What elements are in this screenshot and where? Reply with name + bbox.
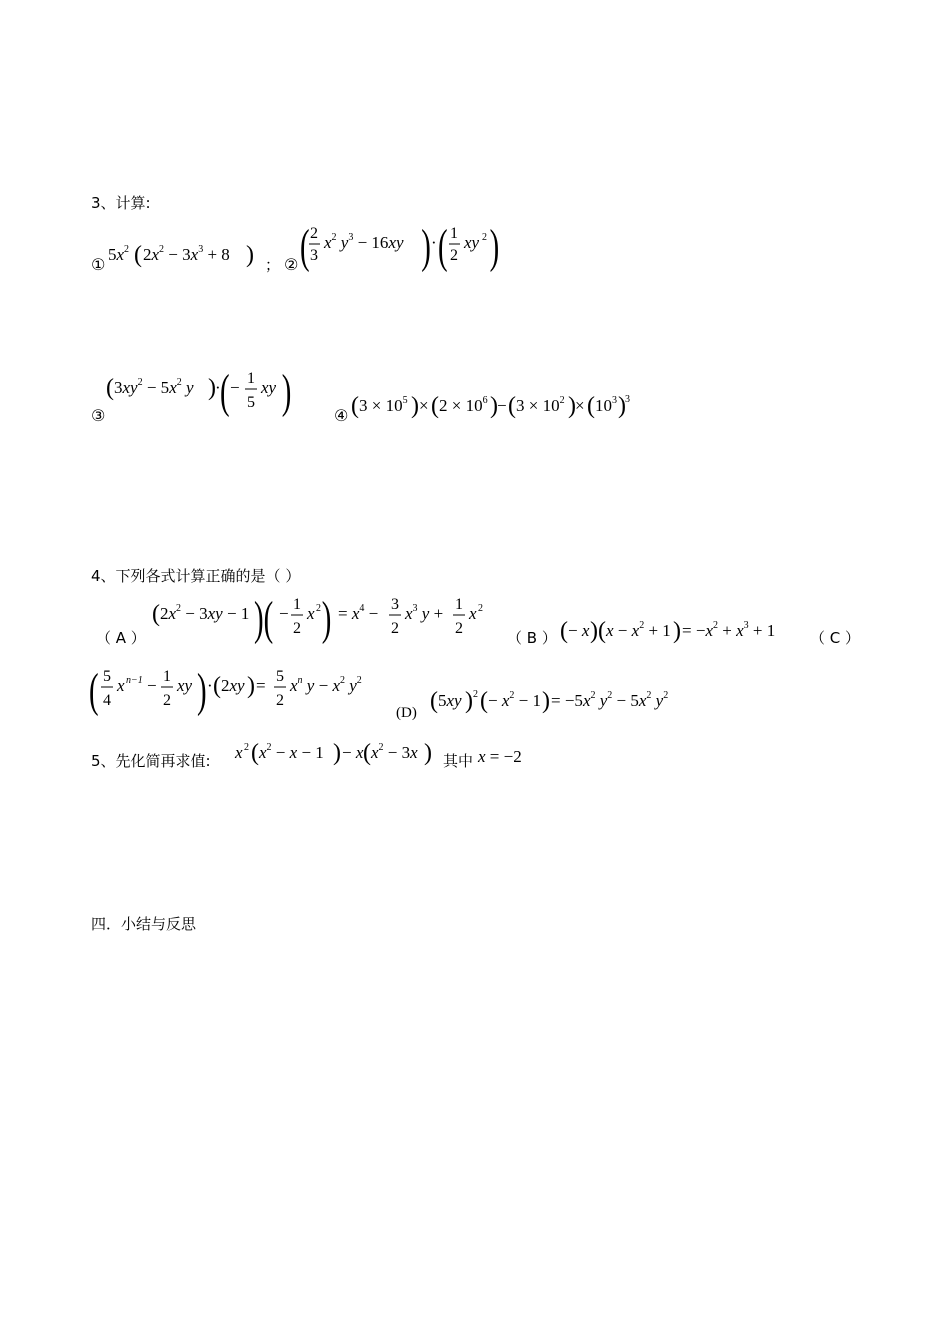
svg-text:x3 y +: $x^3$ y + — [405, 603, 444, 623]
svg-text:4: 4 — [103, 692, 111, 709]
svg-text:): ) — [542, 688, 550, 714]
svg-text:− x: − x — [342, 743, 364, 762]
svg-text:3 × 102: $3 \times 10^2$ — [516, 395, 565, 415]
q3-heading: 3、计算: — [91, 194, 151, 212]
svg-text:): ) — [489, 219, 500, 273]
svg-text:·: · — [431, 233, 437, 252]
q5-heading: 5、先化简再求值: — [91, 752, 211, 770]
q5-where-label: 其中 — [443, 752, 474, 770]
svg-text:×: × — [419, 396, 429, 415]
svg-text:x: x — [117, 676, 125, 695]
svg-text:)(: )( — [590, 618, 606, 644]
q3-item4-expression — [351, 388, 636, 424]
svg-text:5: 5 — [276, 668, 284, 685]
q4-option-a-label: （ A ） — [96, 629, 146, 647]
svg-text:(: ( — [134, 242, 142, 268]
svg-text:− x: − x — [568, 621, 590, 640]
svg-text:5: 5 — [247, 394, 255, 411]
svg-text:(: ( — [560, 618, 568, 644]
svg-text:)(: )( — [254, 591, 274, 645]
q3-item1-marker: ① — [91, 255, 106, 274]
svg-text:2: 2 — [310, 225, 318, 242]
svg-text:(: ( — [89, 663, 99, 717]
q4-option-d-label: (D) — [396, 705, 417, 721]
svg-text:): ) — [465, 688, 473, 714]
q5-condition-expression — [478, 742, 548, 772]
svg-text:x2 y3 − 16xy: $x^2$ $y^3 - 16xy$ — [324, 232, 404, 252]
svg-text:): ) — [208, 375, 216, 401]
svg-text:(: ( — [363, 740, 371, 766]
svg-text:): ) — [321, 591, 332, 645]
svg-text:xy: xy — [464, 233, 480, 252]
svg-text:(: ( — [220, 364, 230, 418]
svg-text:2: 2 — [450, 247, 458, 264]
svg-text:1: 1 — [450, 225, 458, 242]
svg-text:x − x2 + 1: $x - x^2 + 1$ — [606, 620, 671, 640]
svg-text:2: 2 — [276, 692, 284, 709]
svg-text:): ) — [421, 219, 431, 273]
svg-text:(: ( — [351, 393, 359, 419]
q3-item4-marker: ④ — [334, 406, 349, 425]
svg-text:3: 3 — [310, 247, 318, 264]
svg-text:): ) — [246, 242, 254, 268]
svg-text:2x2 − 3x3 + 8: $2x^2 - 3x^3 + 8$ — [143, 244, 230, 264]
svg-text:x: x — [469, 604, 477, 623]
svg-text:−: − — [497, 396, 507, 415]
svg-text:5xy: 5xy — [438, 691, 462, 710]
svg-text:=: = — [256, 676, 266, 695]
q3-item1-expression — [108, 236, 258, 276]
svg-text:): ) — [197, 663, 207, 717]
svg-text:): ) — [490, 393, 498, 419]
svg-text:·: · — [215, 378, 221, 397]
q3-item3-expression — [106, 365, 296, 420]
svg-text:3xy2 − 5x2 y: $3xy^2 - 5x^2$ y — [114, 377, 194, 397]
svg-text:): ) — [411, 393, 419, 419]
svg-text:2: 2 — [482, 232, 487, 243]
svg-text:(: ( — [106, 375, 114, 401]
svg-text:): ) — [618, 393, 626, 419]
svg-text:2: 2 — [244, 742, 249, 753]
svg-text:2: 2 — [293, 620, 301, 637]
svg-text:2x2 − 3xy − 1: $2x^2 - 3xy - 1$ — [160, 603, 250, 623]
svg-text:(: ( — [431, 393, 439, 419]
svg-text:2: 2 — [455, 620, 463, 637]
q3-item2-expression — [300, 218, 505, 273]
svg-text:): ) — [673, 618, 681, 644]
svg-text:−: − — [230, 378, 240, 397]
svg-text:2: 2 — [473, 689, 478, 700]
svg-text:1: 1 — [163, 668, 171, 685]
svg-text:103: $10^3$ — [595, 395, 617, 415]
svg-text:(: ( — [508, 393, 516, 419]
svg-text:x2 − x − 1: $x^2 - x - 1$ — [259, 742, 324, 762]
q3-item2-marker: ② — [284, 255, 299, 274]
svg-text:2: 2 — [163, 692, 171, 709]
q4-option-b-label: （ B ） — [507, 629, 557, 647]
q4-option-b-expression — [560, 615, 800, 649]
svg-text:1: 1 — [293, 596, 301, 613]
svg-text:2: 2 — [478, 603, 483, 614]
q3-separator: ； — [265, 256, 281, 274]
svg-text:1: 1 — [247, 370, 255, 387]
svg-text:3: 3 — [625, 394, 630, 405]
svg-text:5: 5 — [103, 668, 111, 685]
svg-text:− x2 − 1: − $x^2 - 1$ — [488, 690, 541, 710]
svg-text:xy: xy — [177, 676, 193, 695]
svg-text:·: · — [207, 676, 213, 695]
q3-item3-marker: ③ — [91, 406, 106, 425]
svg-text:= x4 −: = $x^4$ − — [338, 603, 379, 623]
svg-text:xn y − x2 y2: $x^n$ $y - x^2$ $y^2$ — [290, 675, 362, 695]
svg-text:(: ( — [251, 740, 259, 766]
svg-text:x: x — [307, 604, 315, 623]
q4-option-c-expression — [89, 664, 389, 716]
svg-text:): ) — [568, 393, 576, 419]
svg-text:(: ( — [587, 393, 595, 419]
q4-option-c-label: （ C ） — [810, 629, 861, 647]
svg-text:): ) — [424, 740, 432, 766]
svg-text:x2 − 3x: $x^2 - 3x$ — [371, 742, 418, 762]
svg-text:): ) — [281, 364, 292, 418]
q4-option-a-expression — [152, 591, 497, 645]
svg-text:1: 1 — [455, 596, 463, 613]
svg-text:(: ( — [430, 688, 438, 714]
svg-text:= −x2 + x3 + 1: = $-x^2 + x^3 + 1$ — [682, 620, 776, 640]
svg-text:(: ( — [213, 673, 221, 699]
svg-text:×: × — [575, 396, 585, 415]
svg-text:3 × 105: $3 \times 10^5$ — [359, 395, 408, 415]
svg-text:2: 2 — [391, 620, 399, 637]
svg-text:(: ( — [300, 219, 310, 273]
svg-text:x: x — [235, 743, 243, 762]
svg-text:2: 2 — [316, 603, 321, 614]
svg-text:): ) — [247, 673, 255, 699]
svg-text:2xy: 2xy — [221, 676, 245, 695]
q5-expression — [235, 737, 445, 771]
q4-option-d-expression — [430, 685, 700, 719]
svg-text:): ) — [333, 740, 341, 766]
svg-text:2 × 106: $2 \times 10^6$ — [439, 395, 488, 415]
svg-text:= −5x2 y2 − 5x2 y2: = $-5x^2$ $y^2 - 5x^2$ $y^2$ — [551, 690, 669, 710]
svg-text:−: − — [279, 604, 289, 623]
svg-text:(: ( — [152, 601, 160, 627]
section4-heading: 四．小结与反思 — [91, 915, 197, 933]
q4-heading: 4、下列各式计算正确的是（ ） — [91, 567, 301, 585]
svg-text:x = −2: x = −2 — [478, 747, 522, 766]
svg-text:(: ( — [438, 219, 448, 273]
svg-text:(: ( — [480, 688, 488, 714]
svg-text:3: 3 — [391, 596, 399, 613]
svg-text:−: − — [147, 676, 157, 695]
svg-text:xy: xy — [261, 378, 277, 397]
svg-text:n−1: n−1 — [126, 675, 143, 686]
svg-text:5x2: $5x^2$ — [108, 244, 130, 264]
